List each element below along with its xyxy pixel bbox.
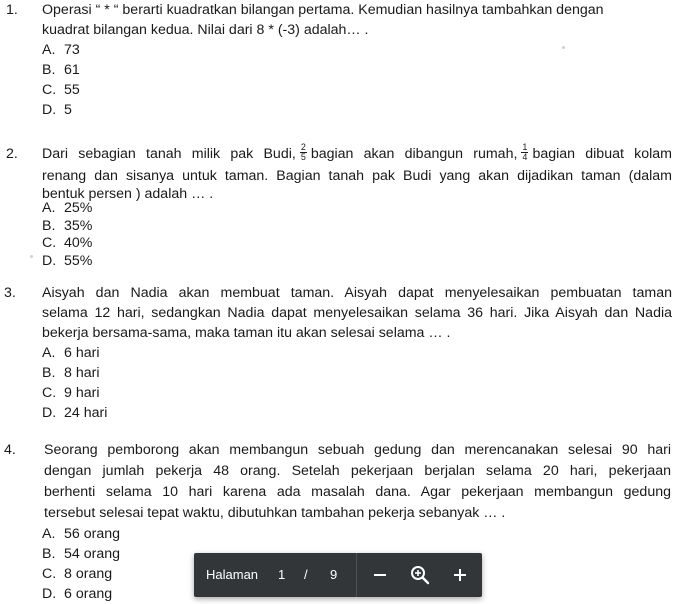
question-number: 4.: [4, 442, 16, 458]
option-c: C. 40%: [42, 235, 93, 251]
question-text: [42, 0, 662, 40]
fraction-two-fifths: $\frac{2}{5}$: [300, 141, 306, 162]
plus-icon: [452, 567, 468, 583]
text-line: berhenti selama 10 hari karena ada masalah dana. Agar pekerjaan membangun gedung: [44, 484, 671, 500]
fraction-one-quarter: $\frac{1}{4}$: [522, 141, 528, 162]
scan-speck: [562, 46, 565, 49]
text-line: Operasi “ * “ berarti kuadratkan bilangan pertama. Kemudian hasilnya tambahkan dengan: [42, 2, 604, 18]
question-number: 2.: [6, 146, 18, 162]
scan-speck: [30, 255, 33, 258]
pdf-page-toolbar: [194, 553, 482, 597]
text-line: tersebut selesai tepat waktu, dibutuhkan tambahan pekerja sebanyak … .: [44, 505, 506, 521]
option-d: D. 55%: [42, 252, 93, 269]
page-label: Halaman: [206, 567, 259, 582]
option-d: D. 24 hari: [42, 405, 108, 421]
option-b: B. 54 orang: [42, 546, 121, 562]
option-c: C. 9 hari: [42, 385, 100, 401]
options-list: [42, 343, 107, 423]
page-separator: /: [304, 567, 308, 582]
option-b: B. 35%: [42, 217, 93, 234]
text-line: bentuk persen ) adalah … .: [42, 186, 214, 202]
option-d: D. 6 orang: [42, 586, 113, 602]
fit-zoom-button[interactable]: [406, 561, 434, 589]
question-number: 3.: [4, 285, 16, 301]
option-d: D. 5: [42, 102, 72, 118]
text-line: renang dan sisanya untuk taman. Bagian tanah pak Budi yang akan dijadikan taman (dalam: [42, 168, 672, 184]
option-a: A. 73: [42, 42, 80, 58]
option-b: B. 8 hari: [42, 365, 100, 381]
text-line: dengan jumlah pekerja 48 orang. Setelah pekerjaan berjalan selama 20 hari, pekerjaan: [44, 463, 671, 479]
question-text: [44, 440, 671, 524]
options-list: [42, 524, 120, 604]
option-a: A. 6 hari: [42, 345, 100, 361]
question-number: 1.: [6, 2, 18, 18]
zoom-out-button[interactable]: [366, 561, 394, 589]
text-line: kuadrat bilangan kedua. Nilai dari 8 * (-3) adalah… .: [42, 22, 369, 38]
option-a: A. 56 orang: [42, 526, 121, 542]
text-line-with-fractions: Dari sebagian tanah milik pak Budi, $\frac{2}{5}$ bagian akan dibangun rumah, $\frac{1}{4}$ bagian dibuat kolam: [42, 141, 672, 162]
zoom-in-button[interactable]: [446, 561, 474, 589]
zoom-in-icon: [410, 565, 430, 585]
option-a: A. 25%: [42, 200, 93, 216]
option-c: C. 8 orang: [42, 566, 113, 582]
option-b: B. 61: [42, 62, 80, 78]
text-line: selama 12 hari, sedangkan Nadia dapat menyelesaikan selama 36 hari. Jika Aisyah dan Nadia: [42, 305, 672, 321]
text-line: Seorang pemborong akan membangun sebuah gedung dan merencanakan selesai 90 hari: [44, 442, 671, 458]
minus-icon: [372, 567, 388, 583]
question-text: [42, 283, 672, 343]
text-line: Aisyah dan Nadia akan membuat taman. Aisyah dapat menyelesaikan pembuatan taman: [42, 285, 672, 301]
text-line: bekerja bersama-sama, maka taman itu akan selesai selama … .: [42, 325, 451, 341]
current-page-input[interactable]: 1: [278, 567, 286, 582]
option-c: C. 55: [42, 82, 80, 98]
toolbar-divider: [356, 553, 357, 597]
question-text: [42, 141, 672, 203]
options-list: [42, 40, 80, 120]
options-list: [42, 200, 92, 270]
total-pages: 9: [330, 567, 338, 582]
